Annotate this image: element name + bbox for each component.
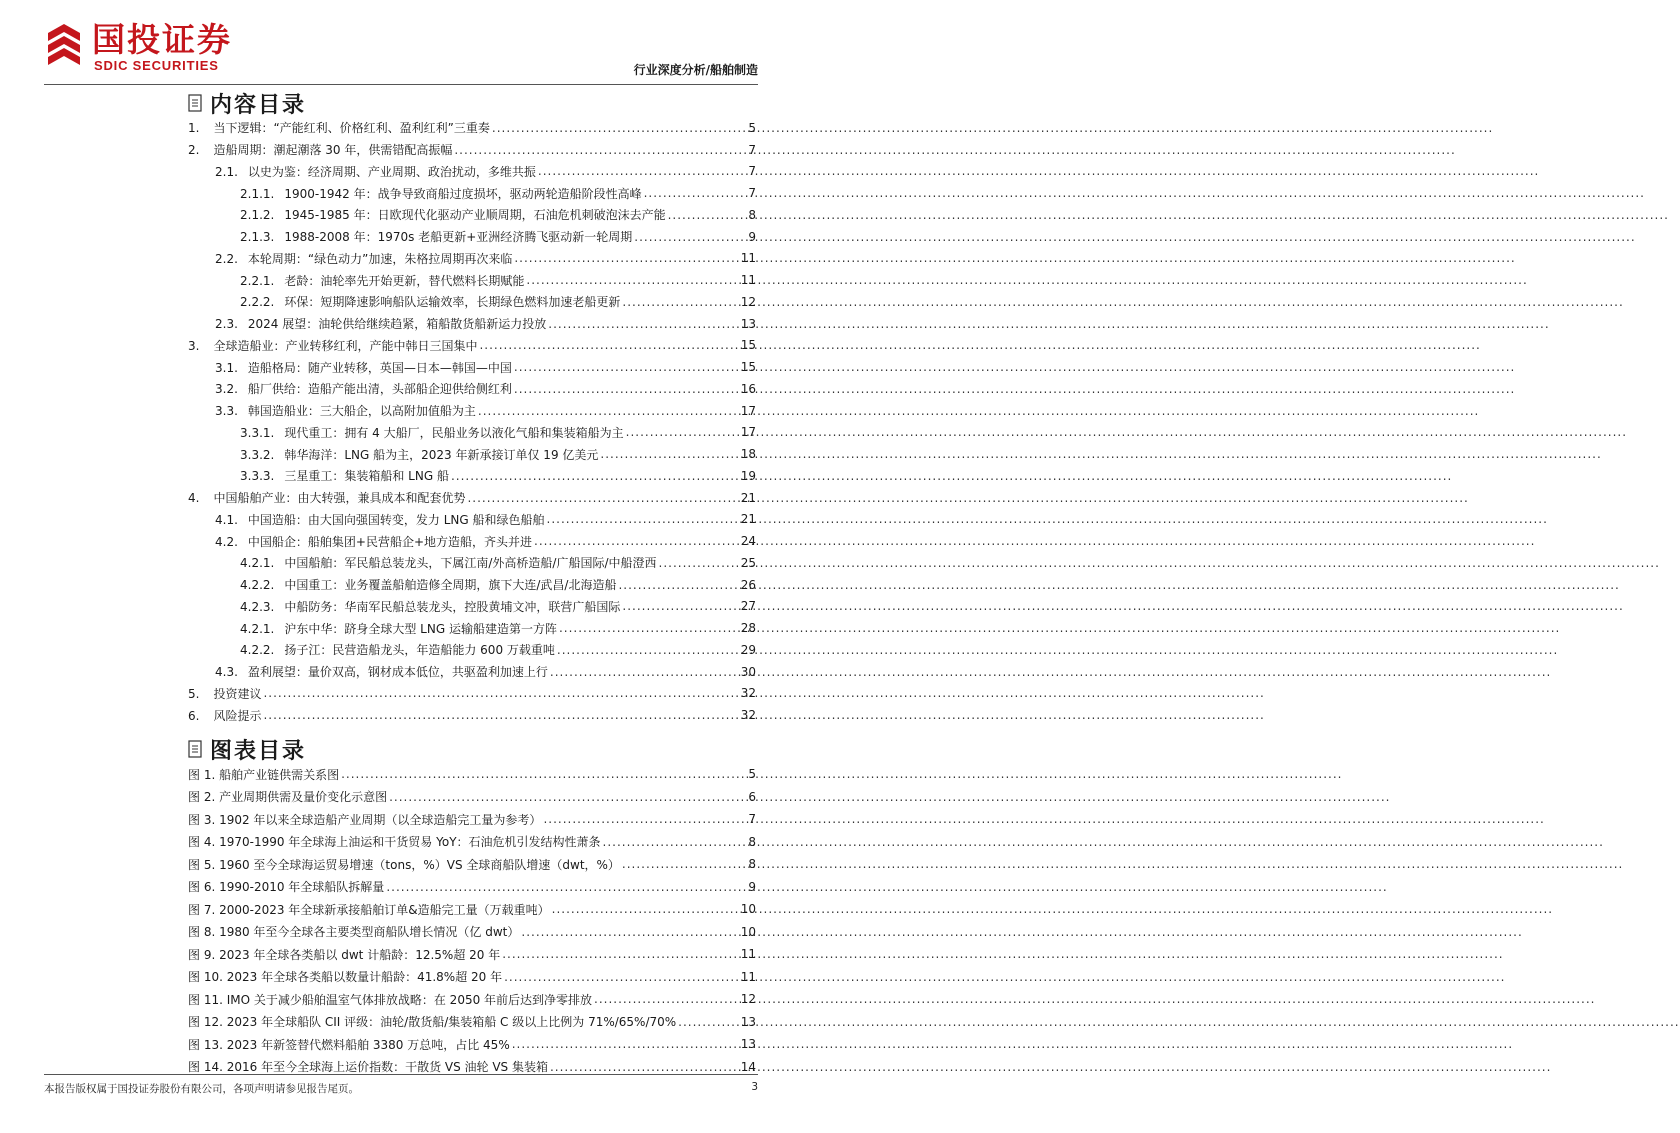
toc-entry-text: 盈利展望：量价双高，钢材成本低位，共驱盈利加速上行 <box>247 665 548 680</box>
toc-entry-label <box>188 685 261 702</box>
toc-entry-text: 中国船舶产业：由大转强，兼具成本和配套优势 <box>213 491 466 506</box>
figure-entry[interactable] <box>188 1011 756 1034</box>
toc-entry[interactable] <box>188 683 756 705</box>
toc-entry-text: 现代重工：拥有 4 大船厂，民船业务以液化气船和集装箱船为主 <box>284 425 624 440</box>
toc-entry[interactable] <box>188 574 756 596</box>
toc-entry-page: 26 <box>740 577 756 592</box>
toc-entry-number: 3.3.2. <box>240 447 275 462</box>
toc-heading <box>188 88 306 118</box>
leader-dots <box>389 790 744 804</box>
figure-entry-text: 图 4. 1970-1990 年全球海上油运和干货贸易 YoY：石油危机引发结构性萧条 <box>188 835 601 850</box>
toc-entry-label <box>188 489 465 506</box>
figure-entry[interactable] <box>188 831 756 854</box>
leader-dots <box>594 992 739 1006</box>
toc-entry-number: 4.2.1. <box>240 556 275 571</box>
figure-entry-text: 图 9. 2023 年全球各类船以 dwt 计船龄：12.5%超 20 年 <box>188 947 501 962</box>
toc-entry-text: 本轮周期：“绿色动力”加速，朱格拉周期再次来临 <box>247 251 513 266</box>
toc-entry-label <box>240 641 555 658</box>
document-icon <box>188 94 202 112</box>
toc-entry-number: 6. <box>188 708 200 723</box>
toc-entry-label <box>215 163 536 180</box>
table-of-contents <box>188 117 756 726</box>
toc-entry[interactable] <box>188 269 756 291</box>
leader-dots <box>550 665 739 679</box>
toc-entry-page: 5 <box>748 120 756 135</box>
toc-entry-label <box>240 293 620 310</box>
toc-entry-number: 4.3. <box>215 665 238 680</box>
toc-entry-text: 以史为鉴：经济周期、产业周期、政治扰动，多维共振 <box>247 164 536 179</box>
toc-entry-number: 3.3.3. <box>240 469 275 484</box>
toc-entry-page: 24 <box>740 534 756 549</box>
toc-entry-label <box>240 424 624 441</box>
footer-divider <box>44 1074 758 1075</box>
toc-entry-text: 老龄：油轮率先开始更新，替代燃料长期赋能 <box>284 273 525 288</box>
figure-entry[interactable] <box>188 988 756 1011</box>
toc-entry[interactable] <box>188 226 756 248</box>
toc-entry-page: 32 <box>740 708 756 723</box>
figure-entry-page: 10 <box>740 902 756 917</box>
figure-entry[interactable] <box>188 921 756 944</box>
copyright-notice: 本报告版权属于国投证券股份有限公司，各项声明请参见报告尾页。 <box>44 1083 359 1095</box>
figure-entry-text: 图 3. 1902 年以来全球造船产业周期（以全球造船完工量为参考） <box>188 812 542 827</box>
toc-entry-page: 28 <box>740 621 756 636</box>
toc-entry[interactable] <box>188 161 756 183</box>
toc-entry[interactable] <box>188 248 756 270</box>
toc-entry-number: 2.3. <box>215 317 238 332</box>
leader-dots <box>521 925 738 939</box>
figure-entry-text: 图 14. 2016 年至今全球海上运价指数：干散货 VS 油轮 VS 集装箱 <box>188 1060 548 1075</box>
toc-entry[interactable] <box>188 400 756 422</box>
toc-entry-number: 3.2. <box>215 382 238 397</box>
toc-entry-page: 21 <box>740 512 756 527</box>
toc-entry-text: 沪东中华：跻身全球大型 LNG 运输船建造第一方阵 <box>284 621 557 636</box>
toc-entry-text: 造船格局：随产业转移，英国—日本—韩国—中国 <box>247 360 512 375</box>
figure-entry-page: 8 <box>748 834 756 849</box>
toc-entry[interactable] <box>188 313 756 335</box>
toc-entry-text: 1900-1942 年：战争导致商船过度损坏，驱动两轮造船阶段性高峰 <box>284 186 642 201</box>
figure-entry-page: 8 <box>748 857 756 872</box>
toc-entry-page: 9 <box>748 229 756 244</box>
toc-entry-label <box>215 380 512 397</box>
figure-entry[interactable] <box>188 1033 756 1056</box>
toc-entry[interactable] <box>188 661 756 683</box>
toc-entry-page: 7 <box>748 164 756 179</box>
report-category: 行业深度分析/船舶制造 <box>633 63 758 77</box>
leader-dots <box>512 1037 739 1051</box>
toc-entry-label <box>188 707 261 724</box>
toc-entry-label <box>215 250 512 267</box>
leader-dots <box>543 812 744 826</box>
toc-entry-label <box>188 337 477 354</box>
toc-entry[interactable] <box>188 704 756 726</box>
toc-entry-page: 32 <box>740 686 756 701</box>
toc-entry-number: 4.2. <box>215 534 238 549</box>
toc-entry-label <box>240 576 616 593</box>
figures-heading <box>188 734 306 764</box>
leader-dots <box>622 857 744 871</box>
figure-entry[interactable] <box>188 808 756 831</box>
toc-entry-number: 4.2.1. <box>240 621 275 636</box>
toc-entry-number: 3.3.1. <box>240 425 275 440</box>
toc-entry-page: 7 <box>748 186 756 201</box>
figure-entry-text: 图 7. 2000-2023 年全球新承接船舶订单&造船完工量（万载重吨） <box>188 902 550 917</box>
toc-entry-number: 2.1. <box>215 164 238 179</box>
toc-entry-text: 造船周期：潮起潮落 30 年，供需错配高振幅 <box>213 143 453 158</box>
toc-entry-page: 29 <box>740 642 756 657</box>
figure-entry[interactable] <box>188 943 756 966</box>
figure-entry[interactable] <box>188 853 756 876</box>
toc-entry-text: 扬子江：民营造船龙头，年造船能力 600 万载重吨 <box>284 643 555 658</box>
toc-entry-number: 5. <box>188 686 200 701</box>
figure-entry-page: 11 <box>740 947 756 962</box>
toc-entry-text: 投资建议 <box>213 686 262 701</box>
toc-entry[interactable] <box>188 465 756 487</box>
header-divider <box>44 84 758 85</box>
toc-entry-number: 2.2.1. <box>240 273 275 288</box>
toc-entry-page: 25 <box>740 555 756 570</box>
leader-dots <box>514 251 738 265</box>
toc-entry-label <box>240 206 666 223</box>
toc-entry-label <box>240 620 557 637</box>
toc-entry-label <box>215 663 548 680</box>
toc-entry[interactable] <box>188 356 756 378</box>
toc-entry-text: 2024 展望：油轮供给继续趋紧，箱船散货船新运力投放 <box>247 317 547 332</box>
leader-dots <box>548 317 738 331</box>
sdic-logo-icon <box>44 22 84 68</box>
toc-entry-text: 韩国造船业：三大船企，以高附加值船为主 <box>247 404 476 419</box>
leader-dots <box>559 621 739 635</box>
leader-dots <box>618 578 738 592</box>
toc-entry-number: 3. <box>188 338 200 353</box>
leader-dots <box>622 599 738 613</box>
toc-entry-page: 17 <box>740 403 756 418</box>
leader-dots <box>467 491 738 505</box>
figure-entry[interactable] <box>188 898 756 921</box>
leader-dots <box>547 512 739 526</box>
toc-entry-page: 19 <box>740 468 756 483</box>
leader-dots <box>454 143 744 157</box>
toc-entry-page: 12 <box>740 294 756 309</box>
figure-entry-page: 5 <box>748 767 756 782</box>
figure-entry[interactable] <box>188 966 756 989</box>
toc-entry-number: 4.2.2. <box>240 643 275 658</box>
document-icon <box>188 740 202 758</box>
toc-entry-text: 三星重工：集装箱船和 LNG 船 <box>284 469 449 484</box>
toc-entry-number: 3.1. <box>215 360 238 375</box>
toc-entry[interactable] <box>188 291 756 313</box>
leader-dots <box>634 230 744 244</box>
toc-entry-page: 11 <box>740 273 756 288</box>
leader-dots <box>538 164 744 178</box>
toc-entry-label <box>215 533 532 550</box>
leader-dots <box>263 708 738 722</box>
toc-entry-page: 15 <box>740 360 756 375</box>
toc-entry[interactable] <box>188 139 756 161</box>
toc-entry-number: 4. <box>188 491 200 506</box>
figure-entry[interactable] <box>188 786 756 809</box>
leader-dots <box>600 447 738 461</box>
toc-entry-text: 韩华海洋：LNG 船为主，2023 年新承接订单仅 19 亿美元 <box>284 447 599 462</box>
toc-entry[interactable] <box>188 378 756 400</box>
toc-entry[interactable] <box>188 117 756 139</box>
toc-entry-text: 全球造船业：产业转移红利，产能中韩日三国集中 <box>213 338 478 353</box>
toc-entry-label <box>240 467 449 484</box>
figures-title: 图表目录 <box>210 738 307 764</box>
logo-chinese-name: 国投证券 <box>92 20 232 59</box>
leader-dots <box>514 382 739 396</box>
toc-entry-number: 2.1.1. <box>240 186 275 201</box>
toc-entry[interactable] <box>188 487 756 509</box>
figure-entry-page: 12 <box>740 992 756 1007</box>
toc-entry-page: 30 <box>740 664 756 679</box>
figure-entry-text: 图 6. 1990-2010 年全球船队拆解量 <box>188 880 385 895</box>
toc-entry-number: 4.2.2. <box>240 578 275 593</box>
figure-entry-page: 7 <box>748 812 756 827</box>
leader-dots <box>526 273 738 287</box>
toc-entry-number: 1. <box>188 121 200 136</box>
toc-entry-label <box>215 402 476 419</box>
toc-entry-page: 16 <box>740 381 756 396</box>
toc-entry-page: 27 <box>740 599 756 614</box>
figure-entry-page: 11 <box>740 969 756 984</box>
toc-entry-label <box>240 185 642 202</box>
page-header <box>0 0 802 92</box>
toc-entry-page: 15 <box>740 338 756 353</box>
toc-entry[interactable] <box>188 617 756 639</box>
toc-entry[interactable] <box>188 639 756 661</box>
toc-title: 内容目录 <box>210 92 307 118</box>
toc-entry[interactable] <box>188 509 756 531</box>
toc-entry-text: 1988-2008 年：1970s 老船更新+亚洲经济腾飞驱动新一轮周期 <box>284 230 633 245</box>
figures-list <box>188 763 756 1078</box>
toc-entry-label <box>188 141 452 158</box>
leader-dots <box>622 295 738 309</box>
toc-entry-page: 11 <box>740 251 756 266</box>
toc-entry-page: 8 <box>748 207 756 222</box>
toc-entry-number: 2.1.2. <box>240 208 275 223</box>
toc-entry-text: 中国重工：业务覆盖船舶造修全周期，旗下大连/武昌/北海造船 <box>284 578 617 593</box>
toc-entry-label <box>188 119 490 136</box>
figure-entry-page: 13 <box>740 1014 756 1029</box>
leader-dots <box>550 1060 739 1074</box>
toc-entry-text: 中国船舶：军民船总装龙头，下属江南/外高桥造船/广船国际/中船澄西 <box>284 556 657 571</box>
toc-entry-label <box>215 359 512 376</box>
toc-entry-text: 中国造船：由大国向强国转变，发力 LNG 船和绿色船舶 <box>247 512 545 527</box>
toc-entry-number: 4.2.3. <box>240 599 275 614</box>
toc-entry-text: 风险提示 <box>213 708 262 723</box>
leader-dots <box>502 947 739 961</box>
toc-entry-label <box>240 272 524 289</box>
leader-dots <box>534 534 739 548</box>
toc-entry[interactable] <box>188 335 756 357</box>
toc-entry-page: 18 <box>740 447 756 462</box>
toc-entry-label <box>215 315 546 332</box>
leader-dots <box>668 208 744 222</box>
figure-entry[interactable] <box>188 763 756 786</box>
figure-entry[interactable] <box>188 876 756 899</box>
toc-entry-number: 2.1.3. <box>240 230 275 245</box>
toc-entry-page: 13 <box>740 316 756 331</box>
leader-dots <box>552 902 739 916</box>
toc-entry-label <box>240 598 620 615</box>
toc-entry-number: 3.3. <box>215 404 238 419</box>
toc-entry-label <box>240 228 632 245</box>
toc-entry[interactable] <box>188 422 756 444</box>
figure-entry-page: 10 <box>740 924 756 939</box>
toc-entry[interactable] <box>188 443 756 465</box>
leader-dots <box>386 880 744 894</box>
leader-dots <box>478 404 739 418</box>
leader-dots <box>603 835 744 849</box>
leader-dots <box>263 686 738 700</box>
toc-entry-number: 4.1. <box>215 512 238 527</box>
leader-dots <box>626 425 739 439</box>
figure-entry-text: 图 10. 2023 年全球各类船以数量计船龄：41.8%超 20 年 <box>188 970 503 985</box>
leader-dots <box>341 767 744 781</box>
toc-entry-label <box>240 554 657 571</box>
figure-entry-text: 图 11. IMO 关于减少船舶温室气体排放战略：在 2050 年前后达到净零排放 <box>188 992 593 1007</box>
leader-dots <box>504 970 739 984</box>
figure-entry-text: 图 1. 船舶产业链供需关系图 <box>188 767 340 782</box>
toc-entry-number: 2.2. <box>215 251 238 266</box>
toc-entry-text: 船厂供给：造船产能出清，头部船企迎供给侧红利 <box>247 382 512 397</box>
leader-dots <box>514 360 739 374</box>
leader-dots <box>678 1015 739 1029</box>
toc-entry[interactable] <box>188 596 756 618</box>
leader-dots <box>644 186 744 200</box>
toc-entry-page: 21 <box>740 490 756 505</box>
figure-entry-text: 图 12. 2023 年全球船队 CII 评级：油轮/散货船/集装箱船 C 级以上比例为 71%/65%/70% <box>188 1015 677 1030</box>
leader-dots <box>492 121 744 135</box>
figure-entry-page: 14 <box>740 1059 756 1074</box>
toc-entry-text: 1945-1985 年：日欧现代化驱动产业顺周期，石油危机刺破泡沫去产能 <box>284 208 666 223</box>
toc-entry-number: 2.2.2. <box>240 295 275 310</box>
figure-entry-text: 图 5. 1960 至今全球海运贸易增速（tons，%）VS 全球商船队增速（dwt，%） <box>188 857 620 872</box>
toc-entry[interactable] <box>188 182 756 204</box>
figure-entry-text: 图 8. 1980 年至今全球各主要类型商船队增长情况（亿 dwt） <box>188 925 520 940</box>
toc-entry-number: 2. <box>188 143 200 158</box>
leader-dots <box>557 643 739 657</box>
toc-entry-text: 当下逻辑：“产能红利、价格红利、盈利红利”三重奏 <box>213 121 490 136</box>
toc-entry-text: 环保：短期降速影响船队运输效率，长期绿色燃料加速老船更新 <box>284 295 621 310</box>
toc-entry-label <box>240 446 598 463</box>
toc-entry[interactable] <box>188 530 756 552</box>
figure-entry-text: 图 2. 产业周期供需及量价变化示意图 <box>188 790 388 805</box>
toc-entry[interactable] <box>188 552 756 574</box>
figure-entry-page: 13 <box>740 1037 756 1052</box>
toc-entry-text: 中国船企：船舶集团+民营船企+地方造船，齐头并进 <box>247 534 533 549</box>
page-number: 3 <box>751 1081 758 1093</box>
figure-entry-page: 6 <box>748 789 756 804</box>
toc-entry[interactable] <box>188 204 756 226</box>
leader-dots <box>451 469 739 483</box>
toc-entry-text: 中船防务：华南军民船总装龙头，控股黄埔文冲，联营广船国际 <box>284 599 621 614</box>
figure-entry-page: 9 <box>748 879 756 894</box>
toc-entry-page: 17 <box>740 425 756 440</box>
logo-english-name: SDIC SECURITIES <box>94 58 219 73</box>
toc-entry-page: 7 <box>748 142 756 157</box>
toc-entry-label <box>215 511 545 528</box>
figure-entry-text: 图 13. 2023 年新签替代燃料船舶 3380 万总吨，占比 45% <box>188 1037 510 1052</box>
leader-dots <box>479 338 738 352</box>
leader-dots <box>659 556 739 570</box>
